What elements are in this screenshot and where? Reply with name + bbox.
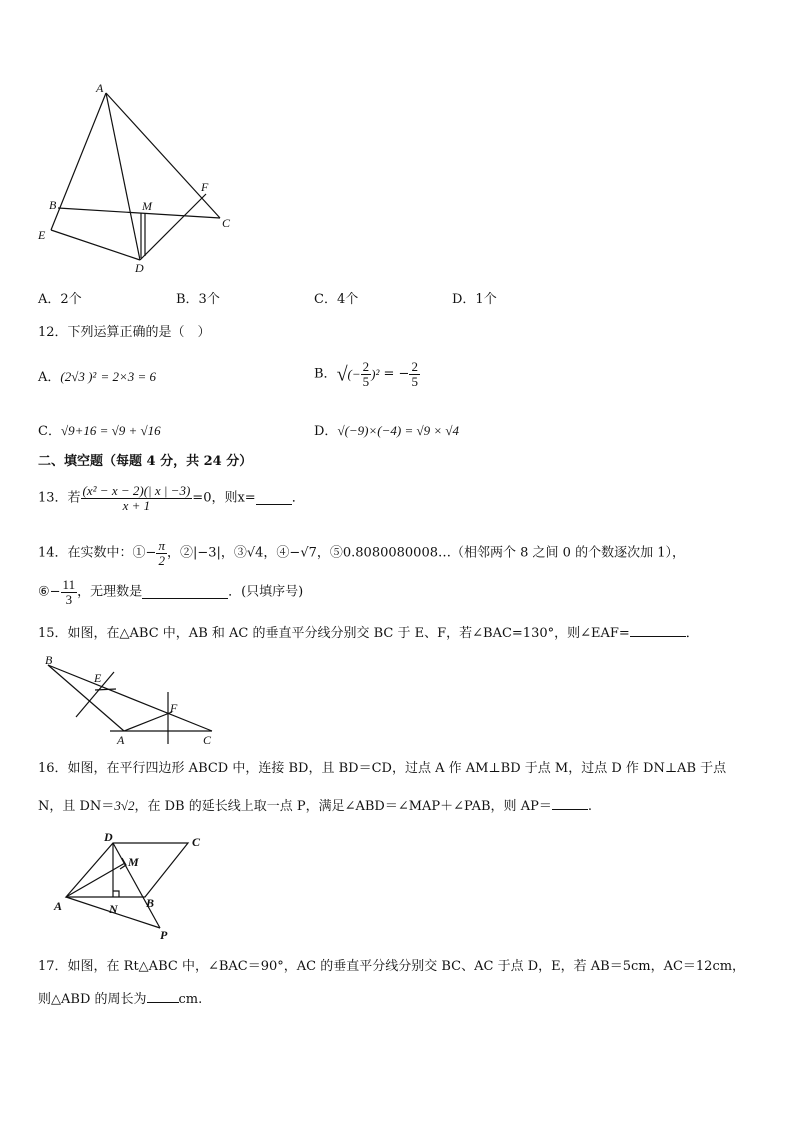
q14-prefix: 14．在实数中：①− bbox=[38, 545, 157, 561]
fig16-label-p: P bbox=[160, 928, 168, 942]
q13-denominator: x + 1 bbox=[122, 498, 151, 513]
q12-b-result-fraction: $\frac{2}{5}$ bbox=[411, 359, 418, 389]
q17-line2-prefix: 则△ABD 的周长为 bbox=[38, 992, 147, 1007]
fig16-label-m: M bbox=[128, 855, 139, 869]
q15-end: ． bbox=[685, 626, 699, 641]
q12-c-expr: √9+16 = √9 + √16 bbox=[60, 423, 161, 438]
q11-option-b: B．3个 bbox=[176, 292, 220, 307]
q17-line2-end: cm. bbox=[178, 992, 203, 1007]
q14-fraction-pi: $\frac{\pi}{2}$ bbox=[158, 538, 165, 568]
q17-answer-blank[interactable] bbox=[147, 990, 179, 1003]
fig11-label-b: B bbox=[49, 198, 57, 212]
fig15-label-e: E bbox=[94, 671, 102, 685]
q12-a-label: A． bbox=[38, 370, 61, 385]
q16-line1: 16．如图，在平行四边形 ABCD 中，连接 BD，且 BD＝CD，过点 A 作 AM⊥BD 于点 M，过点 D 作 DN⊥AB 于点 bbox=[38, 761, 727, 776]
q16-line2-mid: ，在 DB 的延长线上取一点 P，满足∠ABD＝∠MAP＋∠PAB，则 AP＝ bbox=[134, 799, 552, 814]
fig15-label-a: A bbox=[117, 733, 125, 747]
q12-stem: 12．下列运算正确的是（ ） bbox=[38, 325, 211, 340]
q11-option-c: C．4个 bbox=[314, 292, 359, 307]
section-2-title: 二、填空题（每题 4 分，共 24 分） bbox=[38, 454, 253, 469]
q12-c-label: C． bbox=[38, 424, 61, 439]
q12-option-b: B．√(− $\frac{2}{5}$ )² = − $\frac{2}{5}$ bbox=[314, 359, 418, 389]
sqrt-sign-icon: √ bbox=[336, 363, 348, 386]
q17-line1: 17．如图，在 Rt△ABC 中，∠BAC＝90°，AC 的垂直平分线分别交 BC、AC 于点 D，E，若 AB＝5cm，AC＝12cm， bbox=[38, 959, 746, 974]
q12-b-fraction: $\frac{2}{5}$ bbox=[362, 359, 370, 389]
q13-end: ． bbox=[291, 490, 305, 506]
fig11-label-c: C bbox=[222, 216, 231, 230]
fig16-label-d: D bbox=[104, 830, 113, 844]
fig15-label-b: B bbox=[45, 653, 53, 667]
fig15-label-c: C bbox=[203, 733, 212, 747]
q14-line2-prefix: ⑥− bbox=[38, 584, 61, 600]
q12-d-label: D． bbox=[314, 424, 338, 439]
q16-line2-prefix: N，且 DN＝ bbox=[38, 799, 115, 814]
q16-line2-end: . bbox=[587, 799, 592, 814]
fig15-label-f: F bbox=[170, 701, 178, 715]
fig11-label-f: F bbox=[201, 180, 209, 194]
fig16-label-n: N bbox=[109, 902, 118, 916]
q11-option-d: D．1个 bbox=[452, 292, 497, 307]
fig16-label-b: B bbox=[146, 896, 155, 910]
q13-prefix: 13．若 bbox=[38, 490, 81, 506]
q12-a-expr-head: (2√3 )² bbox=[60, 369, 97, 384]
q14-line2-end: ．(只填序号) bbox=[228, 584, 304, 600]
q14-fraction-11-3: $\frac{11}{3}$ bbox=[62, 577, 76, 607]
q15-text: 15．如图，在△ABC 中，AB 和 AC 的垂直平分线分别交 BC 于 E、F，若∠BAC=130°，则∠EAF= bbox=[38, 626, 630, 641]
q12-b-expr-tail: = − bbox=[383, 366, 410, 382]
q14-rest: ，②|−3|，③√4，④−√7，⑤0.8080080008…（相邻两个 8 之间 0 的个数逐次加 1）， bbox=[166, 545, 685, 561]
fig11-label-m: M bbox=[142, 199, 152, 213]
q14-line2-mid: ，无理数是 bbox=[77, 584, 143, 600]
q13-suffix: =0，则x= bbox=[192, 490, 256, 506]
q13-numerator: (x² − x − 2)(| x | −3) bbox=[82, 483, 191, 498]
q11-option-a: A．2个 bbox=[38, 292, 82, 307]
q16-line2-val: 3√2 bbox=[114, 798, 135, 813]
fig11-label-a: A bbox=[96, 81, 104, 95]
fig11-label-e: E bbox=[38, 228, 46, 242]
q12-a-expr-tail: = 2×3 = 6 bbox=[100, 369, 157, 384]
fig16-label-a: A bbox=[54, 899, 63, 913]
fig16-label-c: C bbox=[192, 835, 201, 849]
fig11-label-d: D bbox=[135, 261, 144, 275]
q17-line2 bbox=[38, 990, 202, 1008]
q12-b-label: B． bbox=[314, 366, 337, 382]
q12-d-expr: √(−9)×(−4) = √9 × √4 bbox=[337, 423, 460, 438]
